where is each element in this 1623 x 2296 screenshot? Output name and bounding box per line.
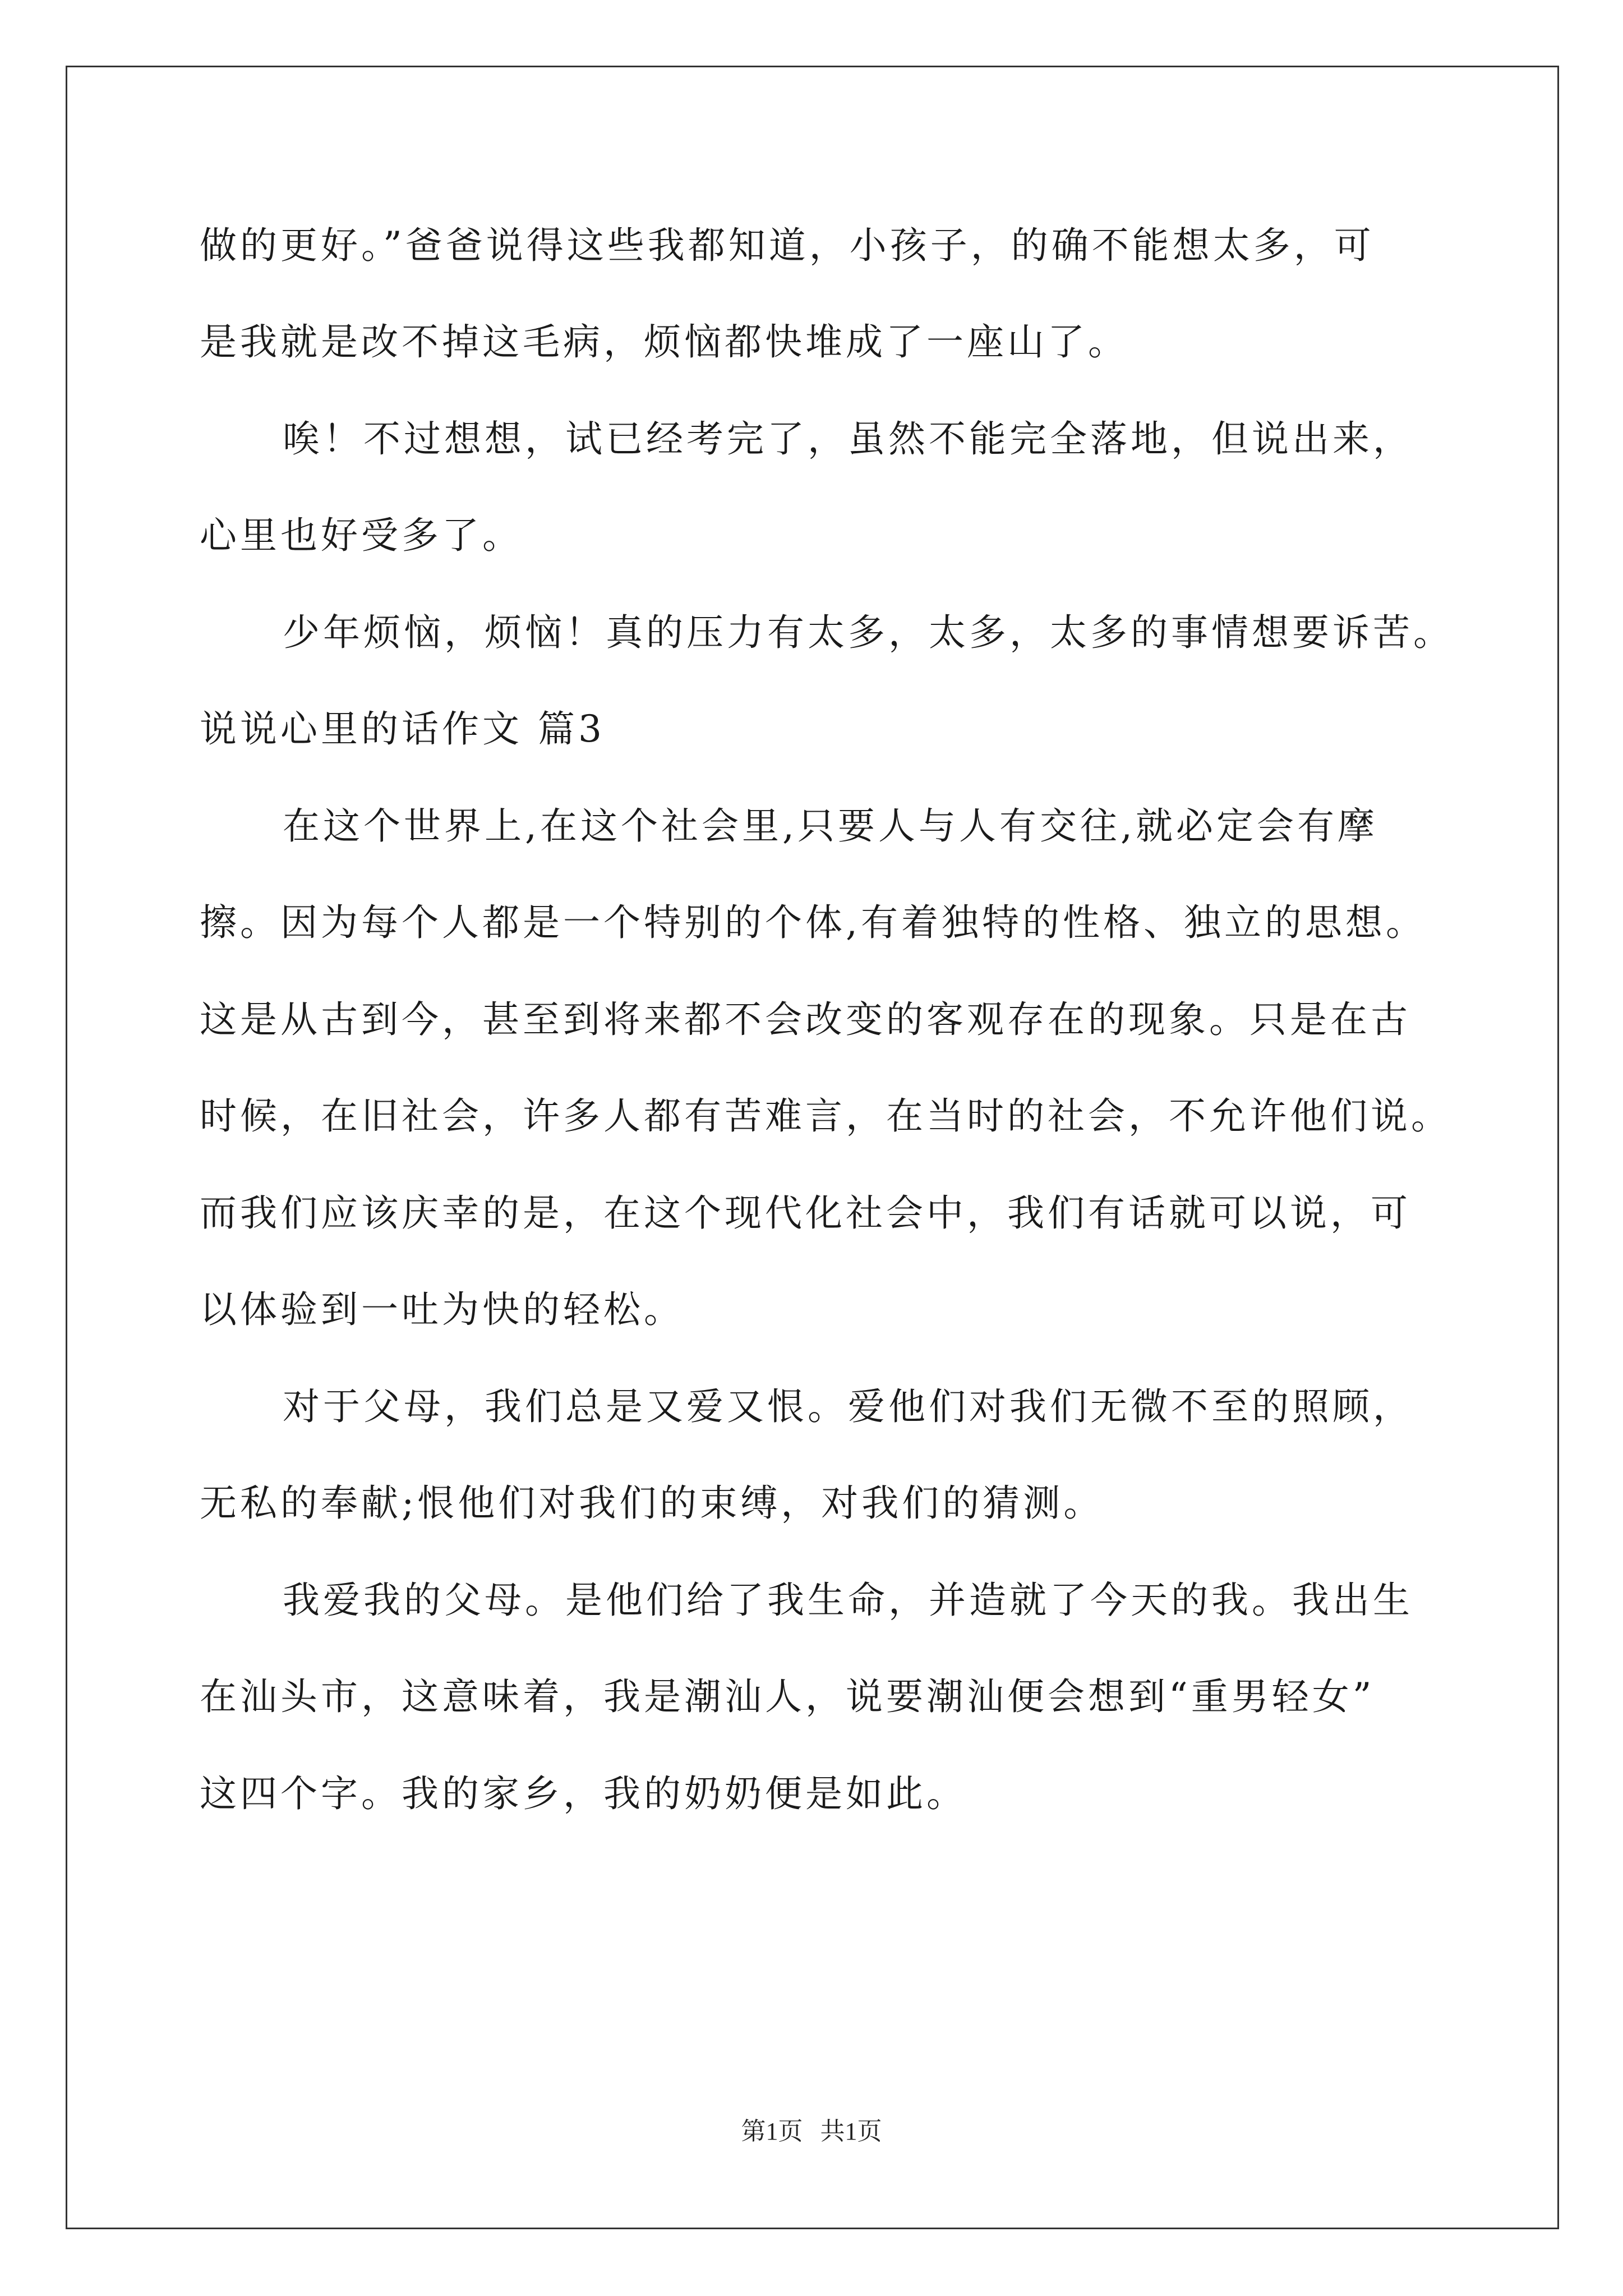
- text-line: 在汕头市，这意味着，我是潮汕人，说要潮汕便会想到“重男轻女”: [200, 1675, 1375, 1718]
- text-line: 擦。因为每个人都是一个特别的个体,有着独特的性格、独立的思想。: [200, 901, 1426, 944]
- text-line: 我爱我的父母。是他们给了我生命，并造就了今天的我。我出生: [283, 1579, 1413, 1622]
- text-line: 对于父母，我们总是又爱又恨。爱他们对我们无微不至的照顾，: [283, 1385, 1413, 1428]
- text-line: 而我们应该庆幸的是，在这个现代化社会中，我们有话就可以说，可: [200, 1191, 1411, 1235]
- text-line: 唉！不过想想，试已经考完了，虽然不能完全落地，但说出来，: [283, 417, 1413, 461]
- page-footer: [0, 2115, 1623, 2148]
- text-line: 这四个字。我的家乡，我的奶奶便是如此。: [200, 1772, 967, 1815]
- page-number: 第1页: [741, 2118, 803, 2145]
- text-line: 时候，在旧社会，许多人都有苦难言，在当时的社会，不允许他们说。: [200, 1094, 1451, 1138]
- page-total: 共1页: [820, 2118, 882, 2145]
- text-line: 在这个世界上,在这个社会里,只要人与人有交往,就必定会有摩: [283, 804, 1378, 848]
- text-line: 心里也好受多了。: [200, 514, 523, 557]
- text-line: 少年烦恼，烦恼！真的压力有太多，太多，太多的事情想要诉苦。: [283, 611, 1454, 654]
- text-line: 是我就是改不掉这毛病，烦恼都快堆成了一座山了。: [200, 320, 1128, 364]
- text-line: 这是从古到今，甚至到将来都不会改变的客观存在的现象。只是在古: [200, 998, 1411, 1041]
- section-heading: 说说心里的话作文 篇3: [200, 707, 605, 751]
- text-line: 以体验到一吐为快的轻松。: [200, 1288, 684, 1331]
- text-line: 做的更好。”爸爸说得这些我都知道，小孩子，的确不能想太多，可: [200, 224, 1375, 267]
- text-line: 无私的奉献;恨他们对我们的束缚，对我们的猜测。: [200, 1481, 1104, 1525]
